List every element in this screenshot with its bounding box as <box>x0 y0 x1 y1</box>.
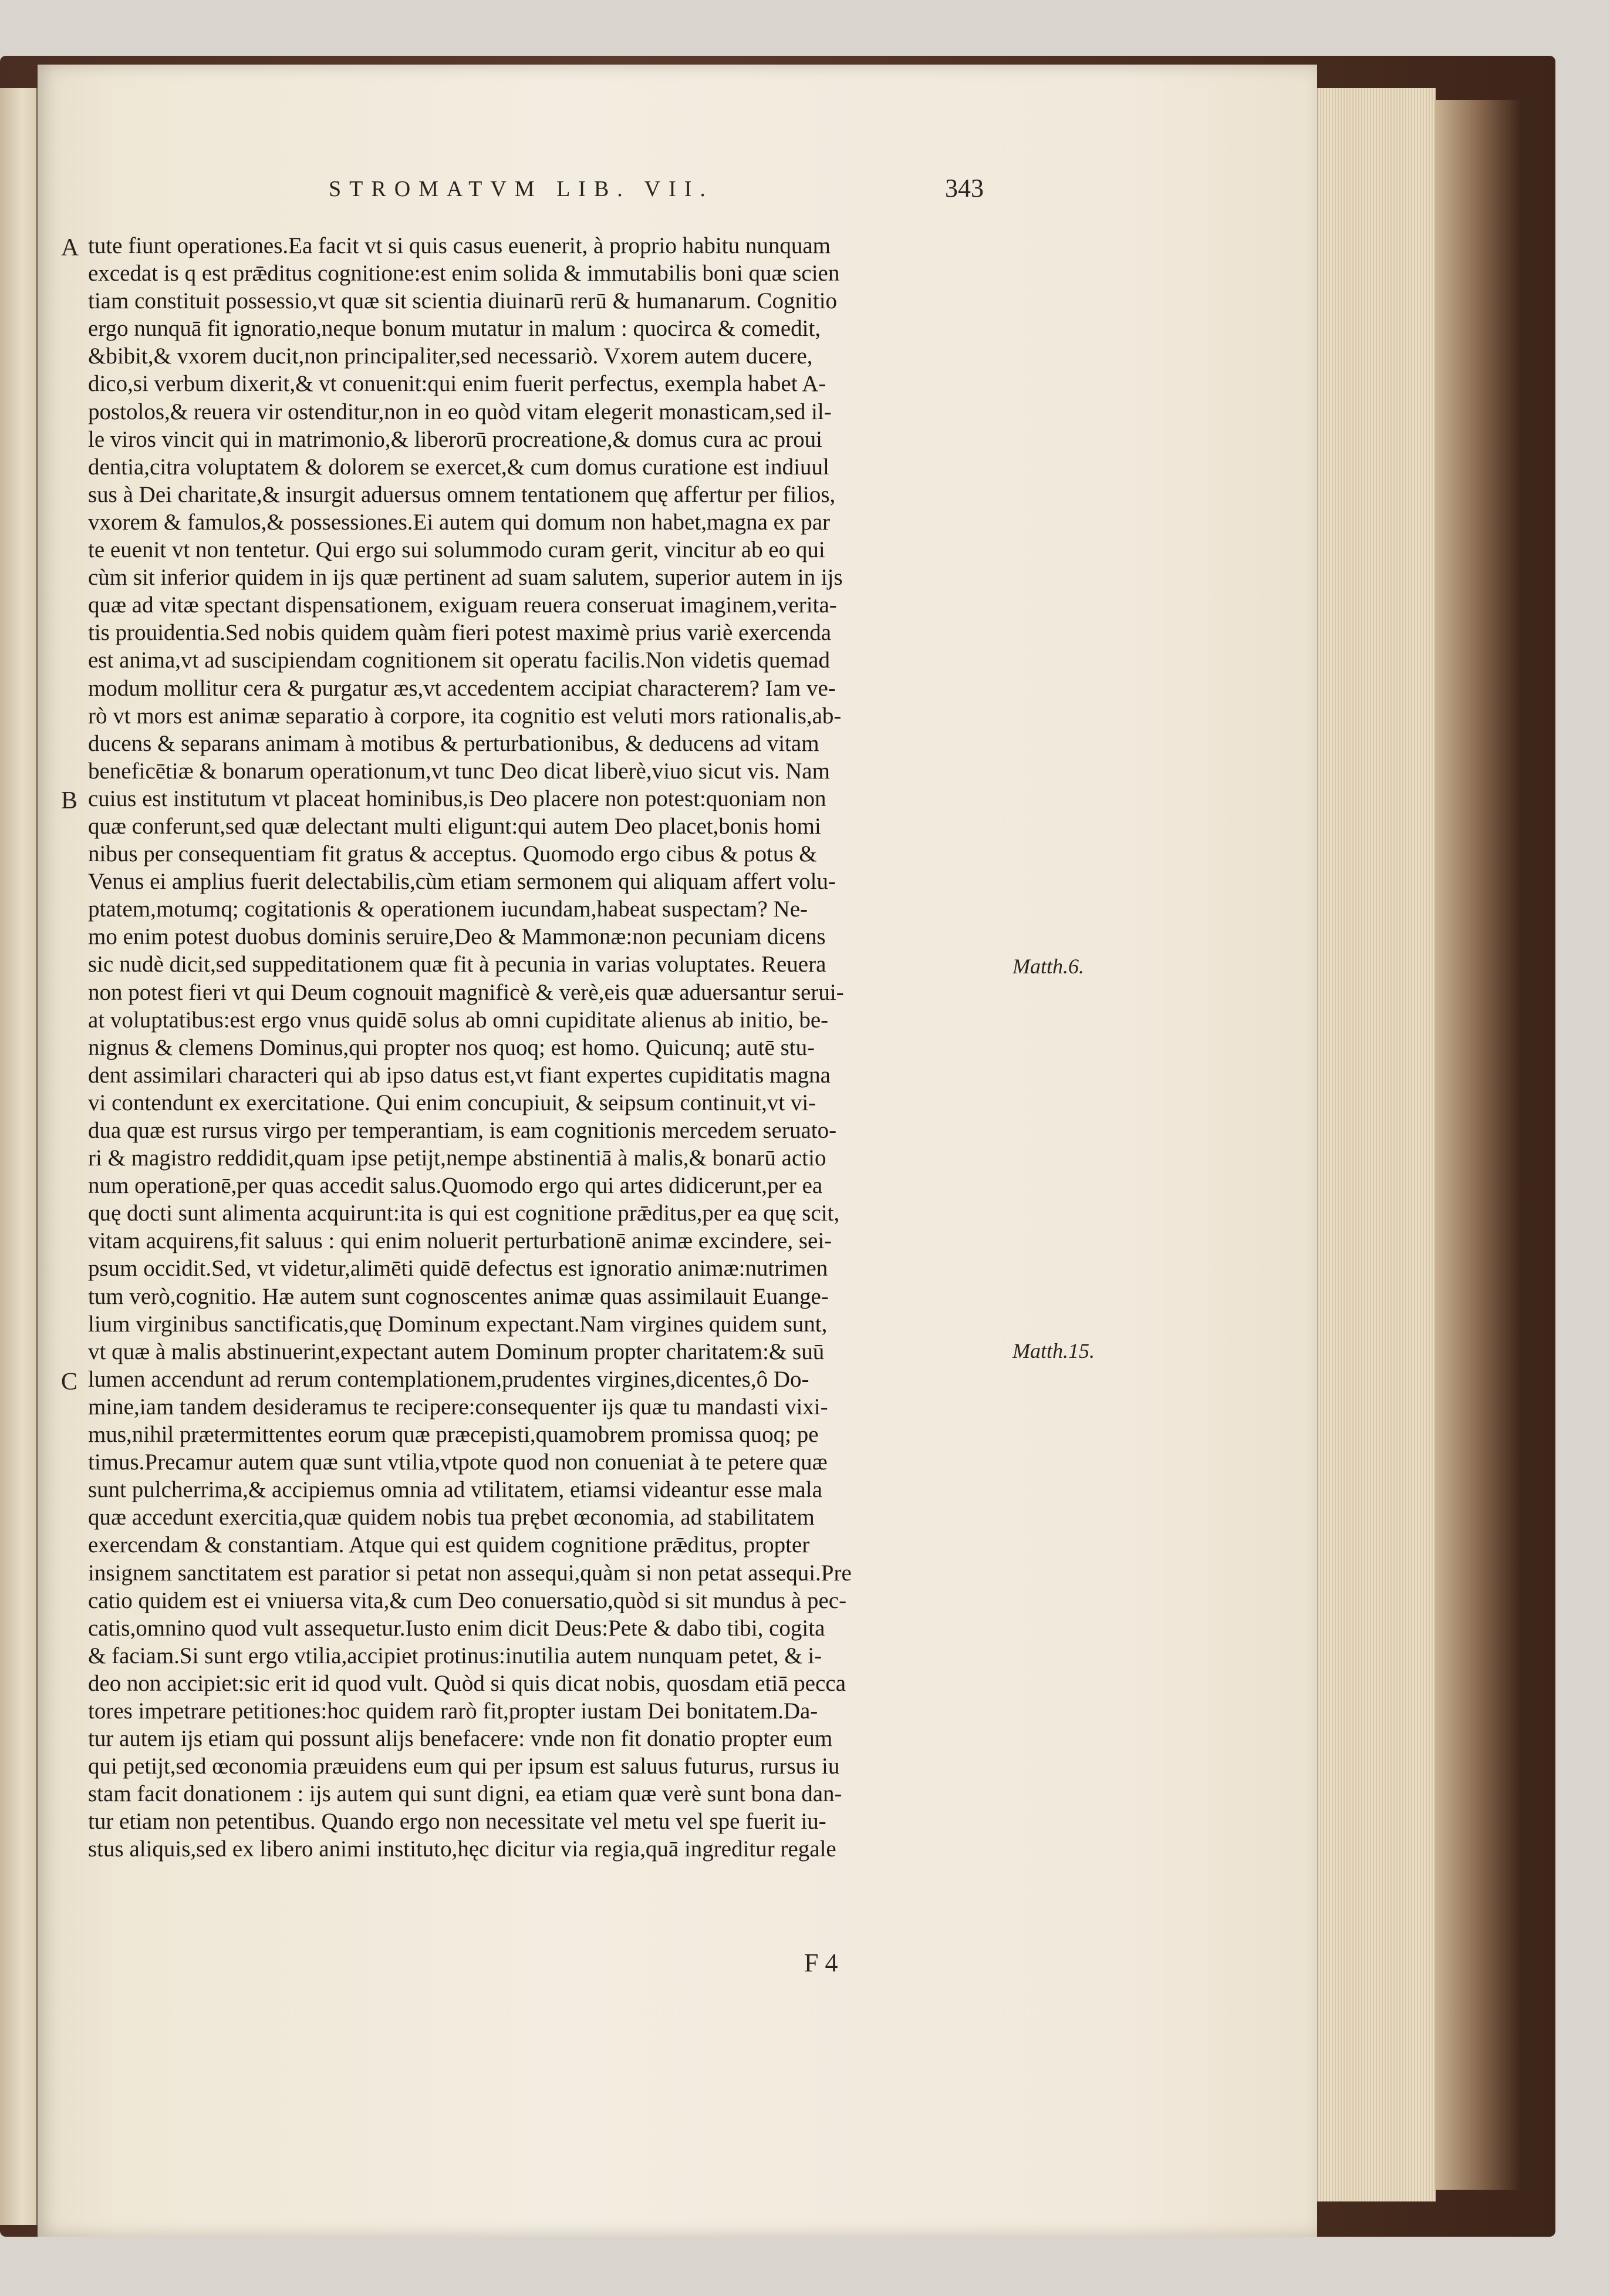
text-line: catis,omnino quod vult assequetur.Iusto enim dicit Deus:Pete & dabo tibi, cogita <box>88 1615 825 1641</box>
text-line: ptatem,motumq; cogitationis & operationem iucundam,habeat suspectam? Ne- <box>88 896 808 922</box>
text-line: tum verò,cognitio. Hæ autem sunt cognoscentes animæ quas assimilauit Euange- <box>88 1283 829 1309</box>
text-line: non potest fieri vt qui Deum cognouit magnificè & verè,eis quæ aduersantur serui- <box>88 979 844 1005</box>
text-line: dent assimilari characteri qui ab ipso datus est,vt fiant expertes cupiditatis magna <box>88 1062 831 1088</box>
text-line: quæ accedunt exercitia,quæ quidem nobis tua prębet œconomia, ad stabilitatem <box>88 1505 815 1530</box>
running-head: STROMATVM LIB. VII. <box>329 177 714 201</box>
section-letter-a: A <box>61 234 79 261</box>
text-line: & faciam.Si sunt ergo vtilia,accipiet protinus:inutilia autem nunquam petet, & i- <box>88 1643 822 1668</box>
text-line: excedat is q est prǣditus cognitione:est enim solida & immutabilis boni quæ scien <box>88 261 840 286</box>
text-line: modum mollitur cera & purgatur æs,vt accedentem accipiat characterem? Iam ve- <box>88 675 836 701</box>
text-line: dentia,citra voluptatem & dolorem se exercet,& cum domus curatione est indiuul <box>88 454 829 480</box>
text-line: le viros vincit qui in matrimonio,& liberorū procreatione,& domus cura ac proui <box>88 426 822 452</box>
margin-note-matth-6: Matth.6. <box>1012 955 1084 978</box>
text-line: sunt pulcherrima,& accipiemus omnia ad vtilitatem, etiamsi videantur esse mala <box>88 1477 822 1503</box>
text-line: qui petijt,sed œconomia præuidens eum qui per ipsum est saluus futurus, rursus iu <box>88 1754 840 1779</box>
text-line: quæ conferunt,sed quæ delectant multi eligunt:qui autem Deo placet,bonis homi <box>88 813 821 839</box>
text-line: vi contendunt ex exercitatione. Qui enim concupiuit, & seipsum continuit,vt vi- <box>88 1090 816 1115</box>
section-letter-c: C <box>61 1368 78 1395</box>
text-line: nibus per consequentiam fit gratus & acceptus. Quomodo ergo cibus & potus & <box>88 841 817 867</box>
text-line: insignem sanctitatem est paratior si petat non assequi,quàm si non petat assequi.Pre <box>88 1560 852 1586</box>
text-line: cùm sit inferior quidem in ijs quæ pertinent ad suam salutem, superior autem in ijs <box>88 565 843 591</box>
page-block-edges <box>1317 88 1436 2201</box>
text-line: quæ ad vitæ spectant dispensationem, exiguam reuera conseruat imaginem,verita- <box>88 592 837 618</box>
text-line: mine,iam tandem desideramus te recipere:consequenter ijs quæ tu mandasti vixi- <box>88 1394 828 1420</box>
text-line: deo non accipiet:sic erit id quod vult. Quòd si quis dicat nobis, quosdam etiā pecca <box>88 1670 846 1696</box>
text-line: tute fiunt operationes.Ea facit vt si quis casus euenerit, à proprio habitu nunquam <box>88 233 831 258</box>
text-line: nignus & clemens Dominus,qui propter nos quoq; est homo. Quicunq; autē stu- <box>88 1034 815 1060</box>
text-line: lumen accendunt ad rerum contemplationem,prudentes virgines,dicentes,ô Do- <box>88 1366 809 1392</box>
text-line: vitam acquirens,fit saluus : qui enim noluerit perturbationē animæ excindere, sei- <box>88 1228 832 1254</box>
text-line: exercendam & constantiam. Atque qui est quidem cognitione prǣditus, propter <box>88 1532 810 1558</box>
signature-mark: F 4 <box>804 1948 838 1977</box>
margin-note-matth-15: Matth.15. <box>1012 1339 1095 1363</box>
text-line: timus.Precamur autem quæ sunt vtilia,vtpote quod non conueniat à te petere quæ <box>88 1449 828 1475</box>
text-line: sic nudè dicit,sed suppeditationem quæ fit à pecunia in varias voluptates. Reuera <box>88 952 826 977</box>
text-line: mo enim potest duobus dominis seruire,Deo & Mammonæ:non pecuniam dicens <box>88 924 826 950</box>
text-line: ergo nunquā fit ignoratio,neque bonum mutatur in malum : quocirca & comedit, <box>88 316 821 342</box>
text-line: stus aliquis,sed ex libero animi instituto,hęc dicitur via regia,quā ingreditur regale <box>88 1836 836 1862</box>
text-line: catio quidem est ei vniuersa vita,& cum Deo conuersatio,quòd si sit mundus à pec- <box>88 1587 847 1613</box>
text-line: psum occidit.Sed, vt videtur,alimēti quidē defectus est ignoratio animæ:nutrimen <box>88 1256 828 1282</box>
text-line: postolos,& reuera vir ostenditur,non in eo quòd vitam elegerit monasticam,sed il- <box>88 399 832 424</box>
text-line: quę docti sunt alimenta acquirunt:ita is qui est cognitione prǣditus,per ea quę scit, <box>88 1201 840 1226</box>
text-line: dua quæ est rursus virgo per temperantiam, is eam cognitionis mercedem seruato- <box>88 1118 837 1143</box>
text-line: te euenit vt non tentetur. Qui ergo sui solummodo curam gerit, vincitur ab eo qui <box>88 537 825 563</box>
text-line: est anima,vt ad suscipiendam cognitionem sit operatu facilis.Non videtis quemad <box>88 648 830 673</box>
text-line: tis prouidentia.Sed nobis quidem quàm fieri potest maximè prius variè exercenda <box>88 620 832 646</box>
text-line: ducens & separans animam à motibus & perturbationibus, & deducens ad vitam <box>88 730 819 756</box>
text-line: tores impetrare petitiones:hoc quidem rarò fit,propter iustam Dei bonitatem.Da- <box>88 1698 818 1724</box>
text-line: at voluptatibus:est ergo vnus quidē solus ab omni cupiditate alienus ab initio, be- <box>88 1007 829 1033</box>
text-line: dico,si verbum dixerit,& vt conuenit:qui enim fuerit perfectus, exempla habet A- <box>88 371 826 397</box>
text-line: tiam constituit possessio,vt quæ sit scientia diuinarū rerū & humanarum. Cognitio <box>88 288 838 314</box>
left-page-edge <box>0 88 38 2225</box>
text-line: num operationē,per quas accedit salus.Quomodo ergo qui artes didicerunt,per ea <box>88 1173 823 1199</box>
page-number: 343 <box>945 174 984 203</box>
text-line: rò vt mors est animæ separatio à corpore, ita cognitio est veluti mors rationalis,ab- <box>88 703 842 729</box>
text-line: vxorem & famulos,& possessiones.Ei autem qui domum non habet,magna ex par <box>88 509 831 535</box>
text-line: cuius est institutum vt placeat hominibus,is Deo placere non potest:quoniam non <box>88 785 826 811</box>
text-line: beneficētiæ & bonarum operationum,vt tunc Deo dicat liberè,viuo sicut vis. Nam <box>88 758 830 784</box>
text-line: Venus ei amplius fuerit delectabilis,cùm etiam sermonem qui aliquam affert volu- <box>88 869 836 895</box>
text-line: mus,nihil prætermittentes eorum quæ præcepisti,quamobrem promissa quoq; pe <box>88 1422 819 1448</box>
text-line: sus à Dei charitate,& insurgit aduersus omnem tentationem quę affertur per filios, <box>88 481 836 507</box>
section-letter-b: B <box>61 787 78 814</box>
page-block-shadow <box>1435 100 1523 2190</box>
text-line: tur autem ijs etiam qui possunt alijs benefacere: vnde non fit donatio propter eum <box>88 1726 833 1752</box>
text-line: ri & magistro reddidit,quam ipse petijt,nempe abstinentiā à malis,& bonarū actio <box>88 1145 826 1171</box>
text-line: &bibit,& vxorem ducit,non principaliter,sed necessariò. Vxorem autem ducere, <box>88 343 813 369</box>
main-text-block <box>88 232 1004 1863</box>
text-line: tur etiam non petentibus. Quando ergo non necessitate vel metu vel spe fuerit iu- <box>88 1809 826 1835</box>
text-line: stam facit donationem : ijs autem qui sunt digni, ea etiam quæ verè sunt bona dan- <box>88 1781 842 1807</box>
text-line: vt quæ à malis abstinuerint,expectant autem Dominum propter charitatem:& suū <box>88 1339 825 1364</box>
text-line: lium virginibus sanctificatis,quę Dominum expectant.Nam virgines quidem sunt, <box>88 1311 828 1337</box>
